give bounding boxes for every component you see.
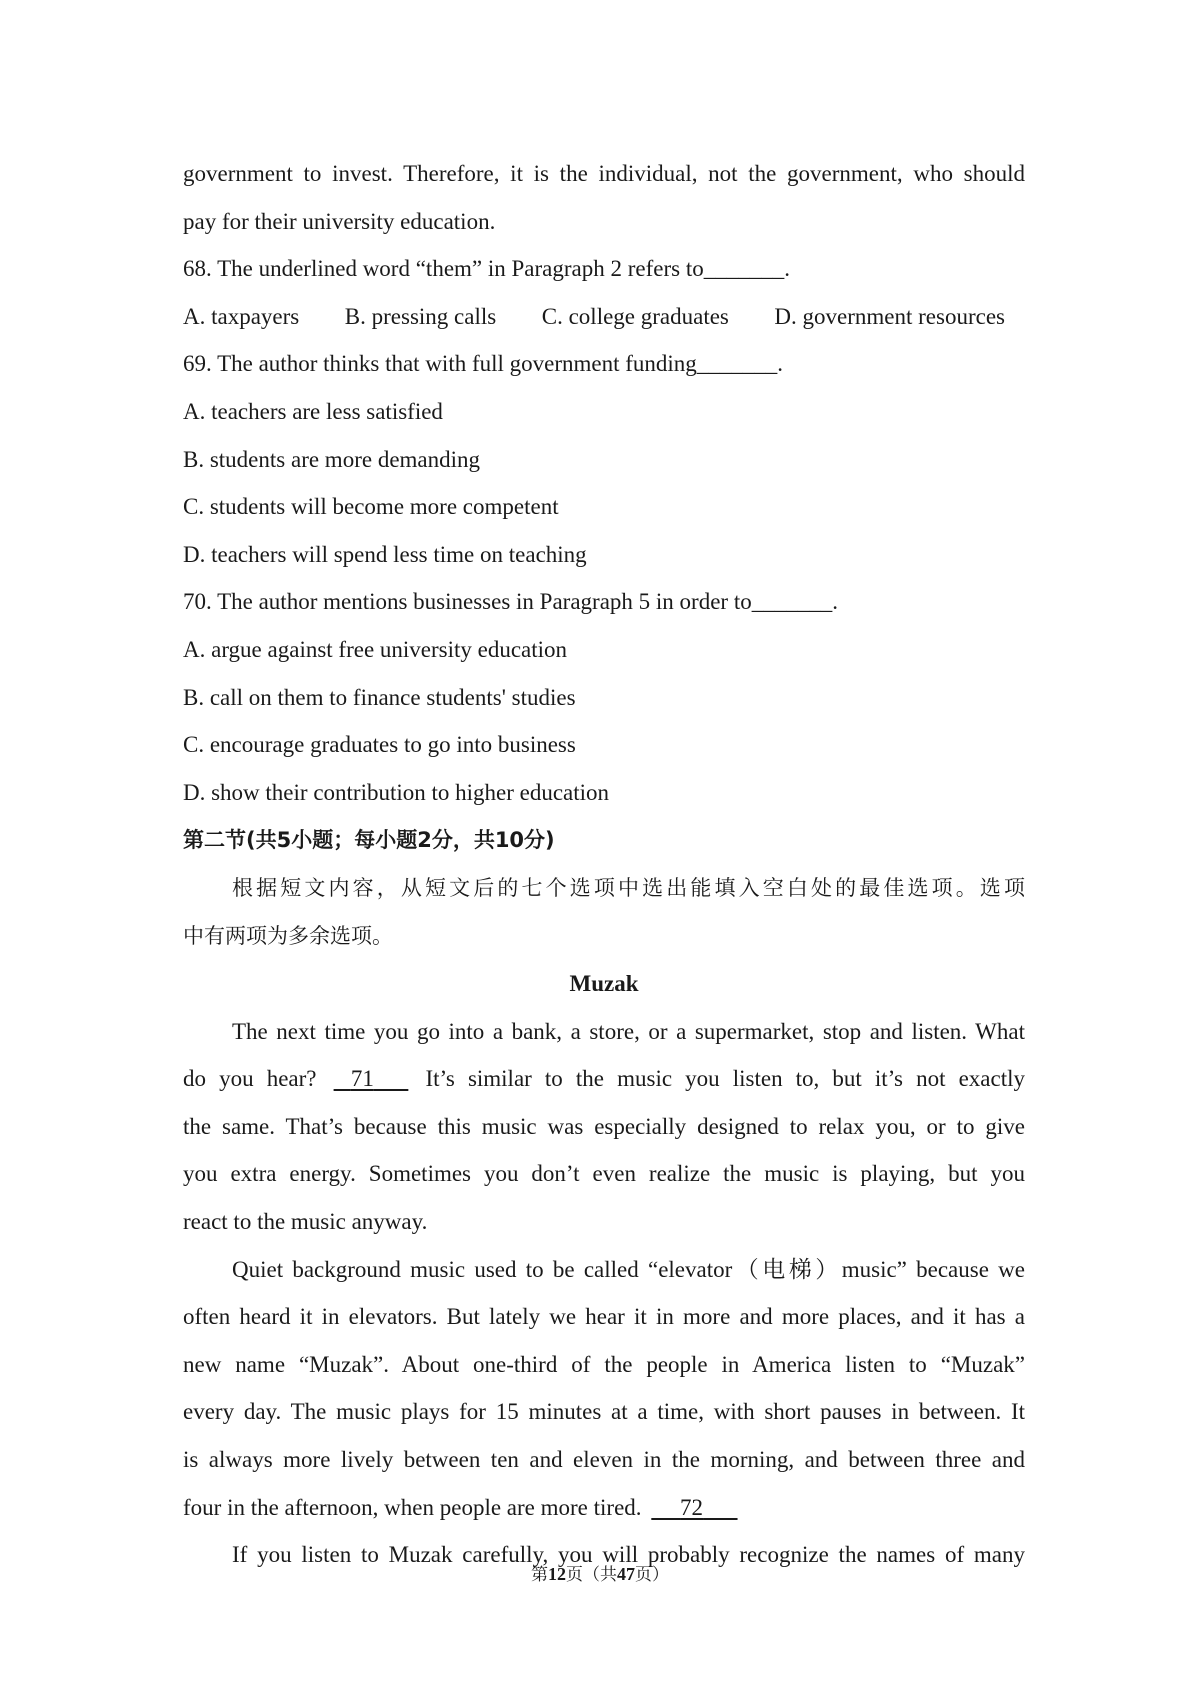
section-heading-text: 第二节(共5小题；每小题2分，共10分) — [183, 828, 555, 853]
paragraph-line: new name “Muzak”. About one-third of the people in America listen to “Muzak” — [183, 1351, 1025, 1377]
option-d: D. teachers will spend less time on teaching — [183, 541, 587, 567]
question-68-options — [183, 293, 1005, 341]
text-fragment: It’s similar to the music you listen to, but it’s not exactly — [425, 1066, 1026, 1092]
option-a: A. teachers are less satisfied — [183, 398, 443, 424]
passage-line: pay for their university education. — [183, 208, 496, 234]
question-68-stem: 68. The underlined word “them” in Paragraph 2 refers to_______. — [183, 256, 790, 282]
paragraph-line: If you listen to Muzak carefully, you will probably recognize the names of many — [232, 1542, 1025, 1568]
section-heading — [183, 816, 1025, 865]
passage-title: Muzak — [569, 971, 639, 997]
option-c: C. college graduates — [541, 303, 729, 329]
option-a: A. argue against free university education — [183, 636, 568, 662]
blank-number: 72 — [680, 1494, 704, 1520]
page-number: 12 — [548, 1564, 566, 1584]
section-instruction: 根据短文内容，从短文后的七个选项中选出能填入空白处的最佳选项。选项 — [232, 875, 1025, 900]
blank-71 — [330, 1055, 413, 1103]
footer-text: 第 — [531, 1565, 548, 1585]
paragraph-line: often heard it in elevators. But lately we hear it in more and more places, and it has a — [183, 1304, 1025, 1330]
option-c: C. students will become more competent — [183, 494, 559, 520]
option-d: D. show their contribution to higher education — [183, 779, 610, 805]
option-b: B. students are more demanding — [183, 446, 481, 472]
paragraph-line: The next time you go into a bank, a store, or a supermarket, stop and listen. What — [232, 1018, 1025, 1044]
option-d: D. government resources — [774, 303, 1005, 329]
total-pages: 47 — [617, 1564, 635, 1584]
option-a: A. taxpayers — [183, 303, 300, 329]
question-69-stem: 69. The author thinks that with full government funding_______. — [183, 351, 784, 377]
text-fragment: four in the afternoon, when people are more tired. — [183, 1494, 642, 1520]
blank-72 — [647, 1484, 741, 1532]
section-instruction: 中有两项为多余选项。 — [183, 923, 393, 948]
question-70-stem: 70. The author mentions businesses in Paragraph 5 in order to_______. — [183, 589, 838, 615]
paragraph-line: Quiet background music used to be called “elevator（电梯）music” because we — [232, 1256, 1025, 1282]
passage-line: government to invest. Therefore, it is the individual, not the government, who should — [183, 161, 1025, 186]
footer-text: 页） — [635, 1565, 669, 1585]
footer-text: 页（共 — [566, 1565, 617, 1585]
option-c: C. encourage graduates to go into business — [183, 732, 576, 758]
page-content — [183, 150, 1025, 1579]
paragraph-line: every day. The music plays for 15 minutes at a time, with short pauses in between. It — [183, 1399, 1025, 1425]
paragraph-line: the same. That’s because this music was especially designed to relax you, or to give — [183, 1113, 1025, 1139]
blank-number: 71 — [350, 1066, 374, 1092]
paragraph-line: is always more lively between ten and eleven in the morning, and between three and — [183, 1447, 1025, 1473]
option-b: B. call on them to finance students' studies — [183, 684, 576, 710]
paragraph-line — [183, 1055, 1025, 1103]
option-b: B. pressing calls — [344, 303, 497, 329]
paragraph-line — [183, 1484, 1025, 1532]
paragraph-line: react to the music anyway. — [183, 1209, 428, 1235]
text-fragment: do you hear? — [183, 1066, 317, 1092]
paragraph-line: you extra energy. Sometimes you don’t even realize the music is playing, but you — [183, 1161, 1025, 1187]
page-footer — [0, 1560, 1200, 1585]
